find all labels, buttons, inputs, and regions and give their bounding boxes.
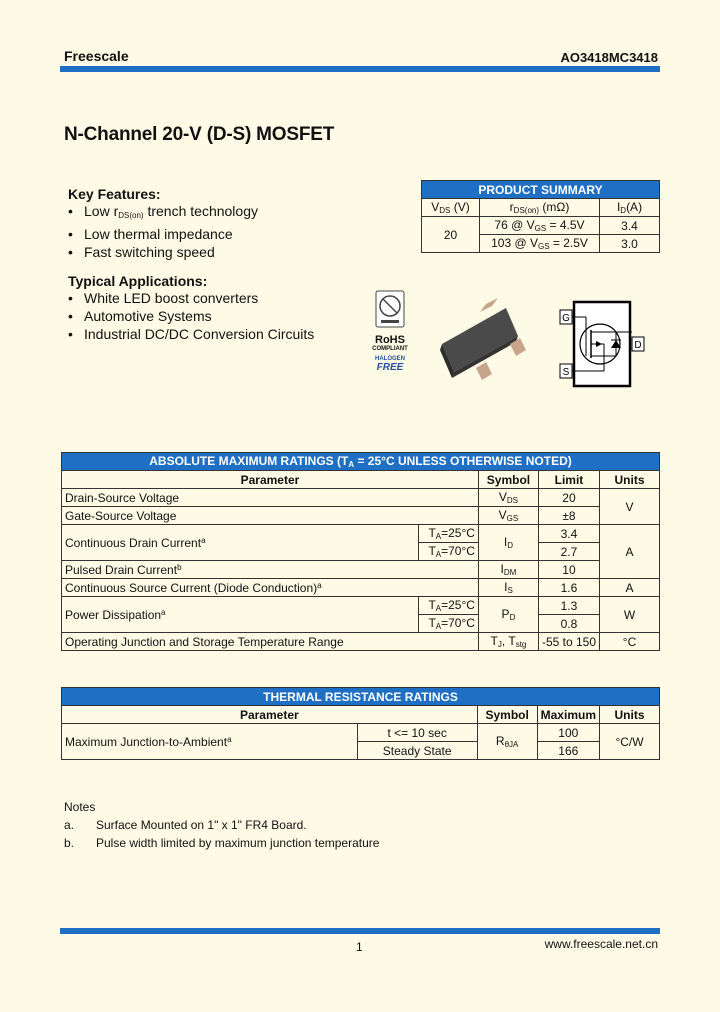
note-item: a. Surface Mounted on 1" x 1" FR4 Board. xyxy=(64,818,307,832)
part-number: AO3418MC3418 xyxy=(560,50,658,65)
mosfet-pinout-diagram xyxy=(556,296,646,392)
col-symbol: Symbol xyxy=(477,706,537,724)
product-summary-table xyxy=(421,180,660,253)
brand-name: Freescale xyxy=(64,48,129,64)
table-row: $T_A=70^\circ C$ 0.8 xyxy=(62,615,660,633)
typical-applications-heading: Typical Applications: xyxy=(68,273,208,289)
list-item: • White LED boost converters xyxy=(68,290,259,306)
header-id: $I_D(A)$ xyxy=(600,199,660,217)
abs-max-title: ABSOLUTE MAXIMUM RATINGS ($T_A = 25^\circ C$ UNLESS OTHERWISE NOTED) xyxy=(62,453,660,471)
header-bar xyxy=(60,66,660,72)
table-row: Power Dissipation$^a$ $T_A=25^\circ C$ $P_D$ 1.3 W xyxy=(62,597,660,615)
header-rds: $r_{DS(on)}$ (mΩ) xyxy=(480,199,600,217)
table-row: Steady State 166 xyxy=(62,742,660,760)
table-row: Gate-Source Voltage $V_{GS}$ ±8 xyxy=(62,507,660,525)
table-row: Pulsed Drain Current$^b$ $I_{DM}$ 10 xyxy=(62,561,660,579)
product-summary-title: PRODUCT SUMMARY xyxy=(422,181,660,199)
col-parameter: Parameter xyxy=(62,706,478,724)
table-row: Drain-Source Voltage $V_{DS}$ 20 V xyxy=(62,489,660,507)
key-features xyxy=(68,186,258,261)
list-item: • Fast switching speed xyxy=(68,244,215,260)
rds-value: 103 @ $V_{GS} = 2.5V$ xyxy=(480,235,600,253)
col-maximum: Maximum xyxy=(537,706,599,724)
absolute-max-ratings-table xyxy=(61,452,660,651)
page-title: N-Channel 20-V (D-S) MOSFET xyxy=(64,124,335,145)
halogen-label: HALOGEN xyxy=(375,356,405,362)
rohs-compliant: COMPLIANT xyxy=(372,346,408,352)
notes-heading: Notes xyxy=(64,800,96,814)
list-item: • Industrial DC/DC Conversion Circuits xyxy=(68,326,315,342)
list-item: • Low thermal impedance xyxy=(68,226,233,242)
pin-d-label: D xyxy=(634,340,642,351)
col-units: Units xyxy=(600,706,660,724)
page-number: 1 xyxy=(356,940,363,954)
list-item: • Automotive Systems xyxy=(68,308,212,324)
table-row: $T_A=70^\circ C$ 2.7 xyxy=(62,543,660,561)
header-vds: $V_{DS}$ (V) xyxy=(422,199,480,217)
footer-bar xyxy=(60,928,660,934)
col-limit: Limit xyxy=(538,471,599,489)
id-value: 3.4 xyxy=(600,217,660,235)
pin-s-label: S xyxy=(562,367,570,378)
pin-g-label: G xyxy=(562,313,570,324)
note-item: b. Pulse width limited by maximum junction temperature xyxy=(64,836,380,850)
typical-applications-list xyxy=(68,289,314,343)
col-parameter: Parameter xyxy=(62,471,479,489)
table-row: Maximum Junction-to-Ambient$^a$ t <= 10 sec $R_{\theta JA}$ 100 °C/W xyxy=(62,724,660,742)
typical-applications xyxy=(68,273,314,343)
thermal-title: THERMAL RESISTANCE RATINGS xyxy=(62,688,660,706)
list-item: • Low $r_{DS(on)}$ trench technology xyxy=(68,203,258,220)
rohs-logo xyxy=(362,290,418,373)
id-value: 3.0 xyxy=(600,235,660,253)
rds-value: 76 @ $V_{GS} = 4.5V$ xyxy=(480,217,600,235)
footer-url[interactable]: www.freescale.net.cn xyxy=(544,937,658,951)
rohs-icon xyxy=(375,290,405,328)
sot23-package-image xyxy=(428,290,532,390)
table-row: Operating Junction and Storage Temperature Range $T_J$, $T_{stg}$ -55 to 150 °C xyxy=(62,633,660,651)
rohs-label: RoHS xyxy=(375,334,405,346)
col-units: Units xyxy=(600,471,660,489)
free-label: FREE xyxy=(376,362,404,373)
col-symbol: Symbol xyxy=(478,471,538,489)
table-row: Continuous Drain Current$^a$ $T_A=25^\circ C$ $I_D$ 3.4 A xyxy=(62,525,660,543)
key-features-heading: Key Features: xyxy=(68,186,161,202)
table-row: Continuous Source Current (Diode Conduction)$^a$ $I_S$ 1.6 A xyxy=(62,579,660,597)
key-features-list xyxy=(68,202,258,261)
thermal-resistance-table xyxy=(61,687,660,760)
vds-value: 20 xyxy=(422,217,480,253)
notes xyxy=(64,798,379,852)
